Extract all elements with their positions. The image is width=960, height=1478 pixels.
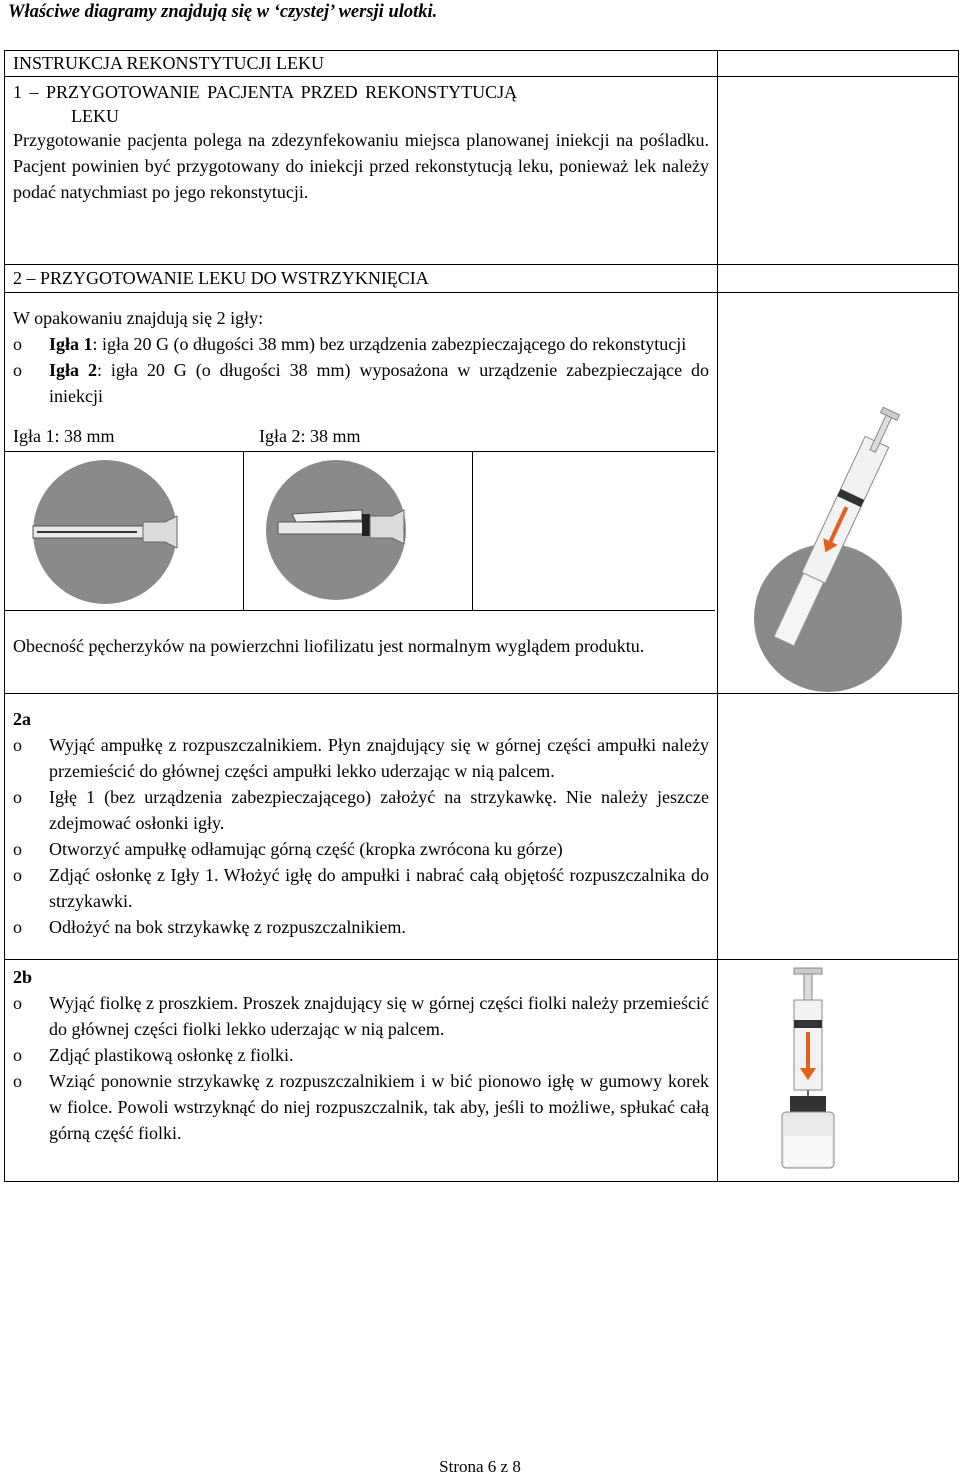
top-note: Właściwe diagramy znajdują się w ‘czystej’ wersji ulotki. bbox=[8, 2, 438, 22]
needle1-bullet bbox=[5, 331, 717, 357]
step2a-bullet-3: o Otworzyć ampułkę odłamując górną część (kropka zwrócona ku górze) bbox=[5, 836, 717, 862]
section1-body: Przygotowanie pacjenta polega na zdezynfekowaniu miejsca planowanej iniekcji na pośladku. Pacjent powinien być przygotowany do iniekcji przed rekonstytucją leku, ponieważ lek należy podać natychmiast po jego rekonstytucji. bbox=[13, 130, 709, 202]
section2-heading: 2 – PRZYGOTOWANIE LEKU DO WSTRZYKNIĘCIA bbox=[13, 268, 429, 288]
bullet-mark: o bbox=[13, 1071, 22, 1091]
bullet-mark: o bbox=[13, 1045, 22, 1065]
instruction-table bbox=[4, 50, 959, 1182]
step2b-label: 2b bbox=[13, 967, 33, 987]
needle1-name: Igła 1 bbox=[49, 334, 93, 354]
step2b-bullet-1: o Wyjąć fiolkę z proszkiem. Proszek znajdujący się w górnej części fiolki należy przemieścić do głównej części fiolki lekko uderzając w nią palcem. bbox=[5, 990, 717, 1042]
needle2-desc: : igła 20 G (o długości 38 mm) wyposażona w urządzenie zabezpieczające do iniekcji bbox=[49, 360, 709, 406]
bullet-mark: o bbox=[13, 917, 22, 937]
needle2-label: Igła 2: 38 mm bbox=[259, 426, 361, 446]
section1-heading-line1: 1 – PRZYGOTOWANIE PACJENTA PRZED REKONSTYTUCJĄ bbox=[13, 82, 518, 102]
needle1-desc: : igła 20 G (o długości 38 mm) bez urządzenia zabezpieczającego do rekonstytucji bbox=[92, 334, 687, 354]
step2a-bullet-2: o Igłę 1 (bez urządzenia zabezpieczającego) założyć na strzykawkę. Nie należy jeszcze zdejmować osłonki igły. bbox=[5, 784, 717, 836]
step2a-bullet-4: o Zdjąć osłonkę z Igły 1. Włożyć igłę do ampułki i nabrać całą objętość rozpuszczalnika do strzykawki. bbox=[5, 862, 717, 914]
needle2-name: Igła 2 bbox=[49, 360, 97, 380]
bullet-mark: o bbox=[13, 993, 22, 1013]
vial-syringe-image bbox=[718, 960, 958, 1180]
step2b-cell bbox=[5, 960, 718, 1182]
section2-heading-cell bbox=[5, 265, 718, 293]
bullet-mark: o bbox=[13, 334, 22, 354]
needles-intro: W opakowaniu znajdują się 2 igły: bbox=[13, 308, 264, 328]
bullet-mark: o bbox=[13, 735, 22, 755]
needle2-bullet bbox=[5, 357, 717, 409]
document-title: INSTRUKCJA REKONSTYTUCJI LEKU bbox=[13, 53, 325, 73]
page-footer: Strona 6 z 8 bbox=[439, 1457, 521, 1476]
bubbles-note: Obecność pęcherzyków na powierzchni liofilizatu jest normalnym wyglądem produktu. bbox=[13, 636, 645, 656]
step2a-cell bbox=[5, 694, 718, 960]
section1-cell bbox=[5, 77, 718, 265]
bullet-mark: o bbox=[13, 865, 22, 885]
step2b-bullet-2: o Zdjąć plastikową osłonkę z fiolki. bbox=[5, 1042, 717, 1068]
needle1-image bbox=[5, 452, 244, 610]
title-cell bbox=[5, 51, 718, 77]
needle1-label: Igła 1: 38 mm bbox=[13, 426, 115, 446]
section1-heading-line2: LEKU bbox=[71, 106, 119, 126]
needles-cell bbox=[5, 293, 718, 694]
bullet-mark: o bbox=[13, 839, 22, 859]
step2a-bullet-1: o Wyjąć ampułkę z rozpuszczalnikiem. Płyn znajdujący się w górnej części ampułki należy przemieścić do głównej części ampułki lekko uderzając w nią palcem. bbox=[5, 732, 717, 784]
step2a-label: 2a bbox=[13, 709, 31, 729]
step2b-bullet-3: o Wziąć ponownie strzykawkę z rozpuszczalnikiem i w bić pionowo igłę w gumowy korek w fiolce. Powoli wstrzyknąć do niej rozpuszczalnik, tak aby, jeśli to możliwe, spłukać całą górną część fiolki. bbox=[5, 1068, 717, 1146]
bullet-mark: o bbox=[13, 787, 22, 807]
ampoule-syringe-image bbox=[718, 393, 958, 693]
bullet-mark: o bbox=[13, 360, 22, 380]
step2a-bullet-5: o Odłożyć na bok strzykawkę z rozpuszczalnikiem. bbox=[5, 914, 717, 940]
needle2-image bbox=[244, 452, 473, 610]
